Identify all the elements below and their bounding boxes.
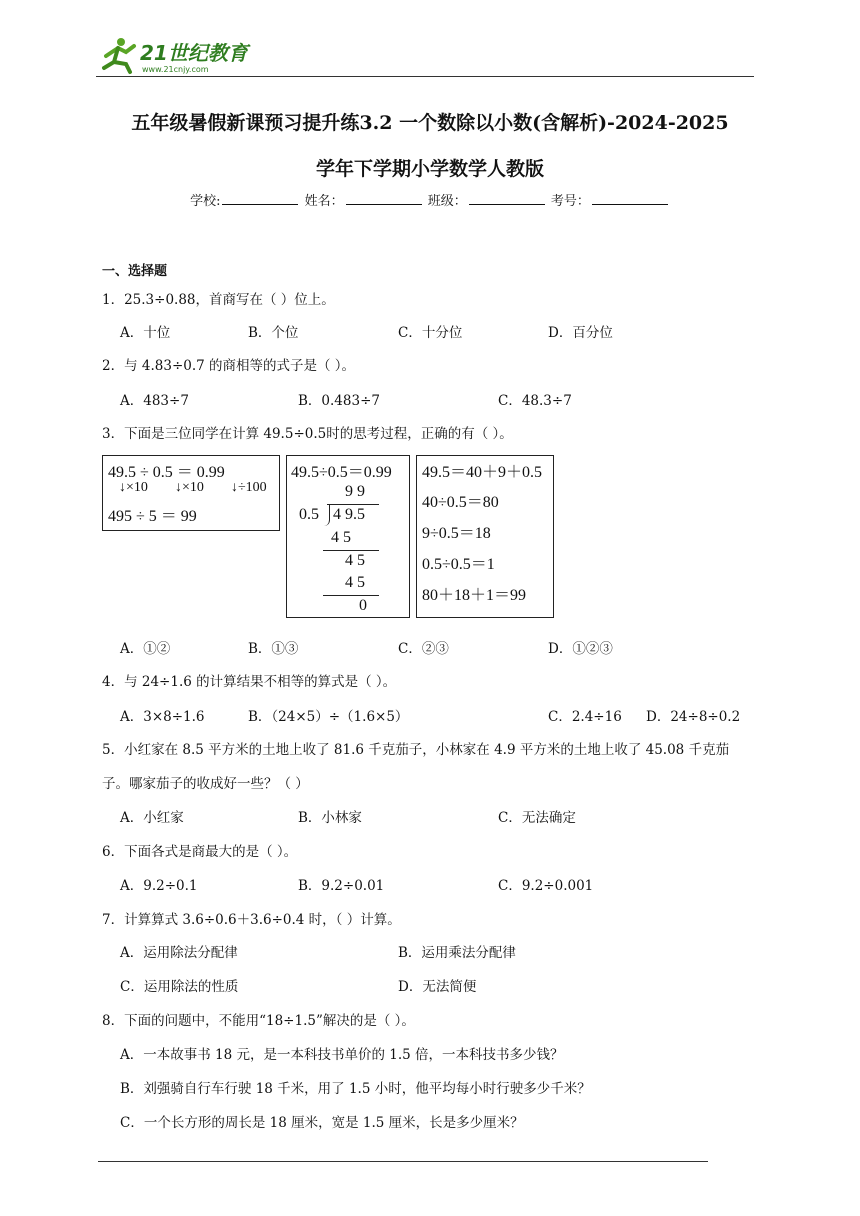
question-6: 6．下面各式是商最大的是（ ）。 bbox=[102, 844, 298, 860]
class-label: 班级： bbox=[427, 194, 467, 209]
q6-option-a: A．9.2÷0.1 bbox=[120, 878, 198, 894]
logo-brand: 21世纪教育 bbox=[140, 41, 248, 65]
box1-arrow-1 bbox=[119, 480, 148, 496]
class-blank bbox=[469, 192, 545, 205]
question-4: 4．与 24÷1.6 的计算结果不相等的算式是（ ）。 bbox=[102, 674, 397, 690]
q8-option-a: A．一本故事书 18 元，是一本科技书单价的 1.5 倍，一本科技书多少钱？ bbox=[120, 1047, 564, 1063]
q3-option-b: B．①③ bbox=[248, 641, 299, 657]
box2-quotient: 9 9 bbox=[345, 483, 365, 500]
box3-line-4: 0.5÷0.5＝1 bbox=[422, 556, 495, 573]
q7-option-d: D．无法简便 bbox=[398, 979, 477, 995]
q1-option-d: D．百分位 bbox=[548, 325, 613, 341]
question-3: 3．下面是三位同学在计算 49.5÷0.5时的思考过程，正确的有（ ）。 bbox=[102, 426, 513, 442]
name-blank bbox=[346, 192, 422, 205]
figure-box-2 bbox=[286, 455, 410, 618]
student-info bbox=[0, 190, 860, 209]
question-5: 5．小红家在 8.5 平方米的土地上收了 81.6 千克茄子，小林家在 4.9 平方米的土地上收了 45.08 千克茄 bbox=[102, 742, 730, 758]
q8-option-c: C．一个长方形的周长是 18 厘米，宽是 1.5 厘米，长是多少厘米？ bbox=[120, 1115, 524, 1131]
name-label: 姓名： bbox=[304, 194, 344, 209]
q8-option-b: B．刘强骑自行车行驶 18 千米，用了 1.5 小时，他平均每小时行驶多少千米？ bbox=[120, 1081, 591, 1097]
box2-divisor: 0.5 bbox=[299, 506, 319, 523]
q4-option-d: D．24÷8÷0.2 bbox=[646, 709, 741, 725]
page-title-line2: 学年下学期小学数学人教版 bbox=[315, 158, 544, 180]
box2-dividend: 4 9.5 bbox=[333, 506, 365, 523]
box1-arrow-3-label: ÷100 bbox=[238, 480, 267, 495]
box3-line-3: 9÷0.5＝18 bbox=[422, 525, 491, 542]
logo bbox=[96, 34, 266, 76]
q4-option-c: C．2.4÷16 bbox=[548, 709, 622, 725]
box3-line-1: 49.5＝40＋9＋0.5 bbox=[422, 464, 543, 481]
section-title: 一、选择题 bbox=[102, 264, 168, 279]
box2-rule-1 bbox=[323, 550, 379, 551]
q5-option-b: B．小林家 bbox=[298, 810, 362, 826]
box2-division-bar bbox=[327, 504, 379, 505]
question-7: 7．计算算式 3.6÷0.6＋3.6÷0.4 时，（ ）计算。 bbox=[102, 912, 401, 928]
question-8: 8．下面的问题中，不能用“18÷1.5”解决的是（ ）。 bbox=[102, 1013, 415, 1029]
q3-option-a: A．①② bbox=[120, 641, 171, 657]
question-5-cont: 子。哪家茄子的收成好一些？（ ） bbox=[102, 776, 309, 792]
q3-option-c: C．②③ bbox=[398, 641, 449, 657]
q3-option-d: D．①②③ bbox=[548, 641, 613, 657]
box2-step-3: 4 5 bbox=[345, 574, 365, 591]
header-divider bbox=[96, 76, 754, 77]
footer-divider bbox=[98, 1161, 708, 1162]
box1-arrow-1-label: ×10 bbox=[126, 480, 148, 495]
q1-option-b: B．个位 bbox=[248, 325, 299, 341]
q6-option-b: B．9.2÷0.01 bbox=[298, 878, 385, 894]
q4-option-b: B．（24×5）÷（1.6×5） bbox=[248, 709, 409, 725]
question-1: 1．25.3÷0.88，首商写在（ ）位上。 bbox=[102, 292, 335, 308]
exam-no-blank bbox=[592, 192, 668, 205]
box3-line-2: 40÷0.5＝80 bbox=[422, 494, 499, 511]
box2-step-2: 4 5 bbox=[345, 552, 365, 569]
q5-option-a: A．小红家 bbox=[120, 810, 184, 826]
box2-step-1: 4 5 bbox=[331, 529, 351, 546]
down-arrow-icon: ↓ bbox=[119, 480, 126, 495]
box2-remainder: 0 bbox=[359, 597, 367, 614]
down-arrow-icon: ↓ bbox=[231, 480, 238, 495]
school-label: 学校: bbox=[190, 194, 221, 209]
q7-option-c: C．运用除法的性质 bbox=[120, 979, 239, 995]
school-blank bbox=[222, 192, 298, 205]
box2-header: 49.5÷0.5＝0.99 bbox=[291, 464, 392, 481]
runner-icon bbox=[104, 38, 134, 72]
down-arrow-icon: ↓ bbox=[175, 480, 182, 495]
box3-line-5: 80＋18＋1＝99 bbox=[422, 587, 527, 604]
figure-box-3 bbox=[416, 455, 554, 618]
box2-division-bracket bbox=[323, 504, 330, 526]
question-2: 2．与 4.83÷0.7 的商相等的式子是（ ）。 bbox=[102, 358, 356, 374]
box2-rule-2 bbox=[323, 595, 379, 596]
q7-option-a: A．运用除法分配律 bbox=[120, 945, 238, 961]
q4-option-a: A．3×8÷1.6 bbox=[120, 709, 205, 725]
q1-option-a: A．十位 bbox=[120, 325, 171, 341]
box1-arrow-3 bbox=[231, 480, 267, 496]
q2-option-b: B．0.483÷7 bbox=[298, 393, 380, 409]
page-title-line1: 五年级暑假新课预习提升练3.2 一个数除以小数(含解析)-2024-2025 bbox=[131, 112, 729, 134]
q5-option-c: C．无法确定 bbox=[498, 810, 576, 826]
box1-arrow-2 bbox=[175, 480, 204, 496]
q2-option-a: A．483÷7 bbox=[120, 393, 189, 409]
figure-box-1 bbox=[102, 455, 280, 531]
exam-no-label: 考号： bbox=[550, 194, 590, 209]
q7-option-b: B．运用乘法分配律 bbox=[398, 945, 516, 961]
logo-url: www.21cnjy.com bbox=[142, 65, 209, 74]
q6-option-c: C．9.2÷0.001 bbox=[498, 878, 594, 894]
box1-arrow-2-label: ×10 bbox=[182, 480, 204, 495]
box1-equation: 49.5 ÷ 0.5 ＝ 0.99 bbox=[108, 464, 225, 481]
q2-option-c: C．48.3÷7 bbox=[498, 393, 572, 409]
box1-result: 495 ÷ 5 ＝ 99 bbox=[108, 508, 197, 525]
q1-option-c: C．十分位 bbox=[398, 325, 463, 341]
